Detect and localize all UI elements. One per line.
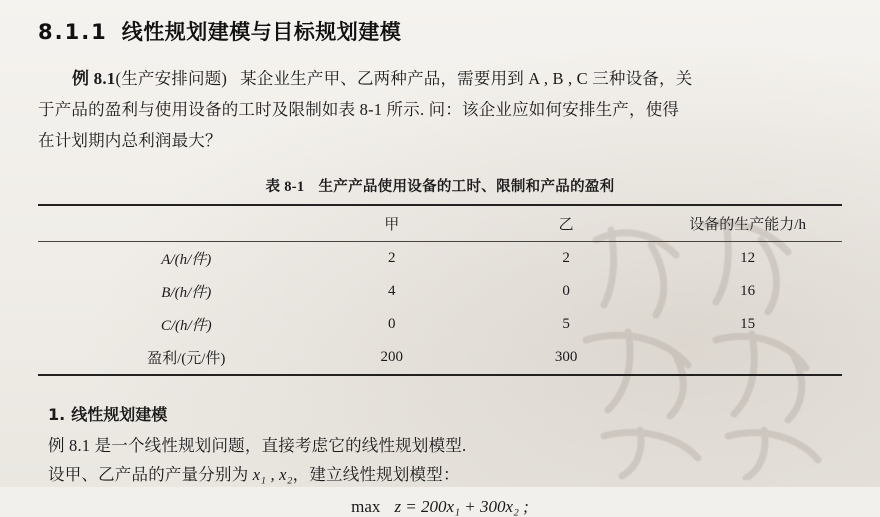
- table-cell-jia: 200: [305, 341, 479, 375]
- table-row: [38, 308, 842, 341]
- table-row: [38, 275, 842, 308]
- section-title: 线性规划建模与目标规划建模: [121, 21, 402, 44]
- table-row: [38, 242, 842, 276]
- page-title: [38, 16, 842, 46]
- table-header-capacity: 设备的生产能力/h: [653, 205, 842, 242]
- table-row-label: B/(h/件): [161, 285, 212, 301]
- table-cell-yi: 0: [562, 283, 570, 299]
- subsection-heading: [48, 402, 842, 425]
- table-caption-text: 生产产品使用设备的工时、限制和产品的盈利: [318, 179, 615, 195]
- table-row: [38, 341, 842, 375]
- table-cell-jia: 2: [387, 250, 396, 266]
- table-cell-yi: 2: [562, 250, 570, 266]
- example-label: 例 8.1: [72, 69, 116, 88]
- table-cell-jia: 4: [387, 283, 396, 299]
- body-line-2-math: x₁ , x₂: [252, 465, 293, 484]
- body-line-2-prefix: 设甲、乙产品的产量分别为: [48, 465, 253, 484]
- body-line-1: 例 8.1 是一个线性规划问题，直接考虑它的线性规划模型.: [48, 436, 467, 455]
- table-header-yi: 乙: [479, 205, 653, 242]
- subsection-title: 线性规划建模: [71, 407, 168, 424]
- table-cell-jia: 0: [387, 316, 396, 332]
- subsection-number: 1.: [48, 405, 66, 424]
- table-header-row: [38, 205, 842, 242]
- table-cell-yi: 300: [479, 341, 653, 375]
- table-header-jia: 甲: [305, 205, 479, 242]
- table-cell-capacity: 15: [740, 316, 756, 332]
- data-table: [38, 204, 842, 376]
- body-line-2: [48, 460, 842, 489]
- example-text-line1: 某企业生产甲、乙两种产品，需要用到 A , B , C 三种设备，关: [240, 69, 693, 88]
- example-paragraph-line2: 于产品的盈利与使用设备的工时及限制如表 8-1 所示. 问：该企业应如何安排生产，使得: [38, 100, 680, 119]
- table-cell-capacity: 16: [740, 283, 756, 299]
- table-caption: [38, 175, 842, 196]
- section-number: 8.1.1: [38, 20, 108, 44]
- table-cell-capacity: 12: [740, 250, 756, 266]
- table-row-label: C/(h/件): [160, 318, 212, 334]
- example-paragraph: [38, 64, 842, 93]
- formula-keyword: max: [351, 497, 381, 516]
- table-caption-number: 表 8-1: [265, 179, 305, 195]
- table-cell-capacity: [653, 341, 842, 375]
- body-line-2-suffix: ，建立线性规划模型：: [292, 465, 460, 484]
- table-row-label: A/(h/件): [161, 252, 212, 268]
- example-paragraph-line3: 在计划期内总利润最大？: [38, 131, 222, 150]
- table-row-label: 盈利/(元/件): [38, 341, 305, 375]
- example-paren: (生产安排问题): [115, 69, 228, 88]
- formula-body: z = 200x₁ + 300x₂ ;: [394, 497, 529, 516]
- table-header-empty: [38, 205, 305, 242]
- table-cell-yi: 5: [562, 316, 570, 332]
- formula-max-z: [38, 497, 842, 517]
